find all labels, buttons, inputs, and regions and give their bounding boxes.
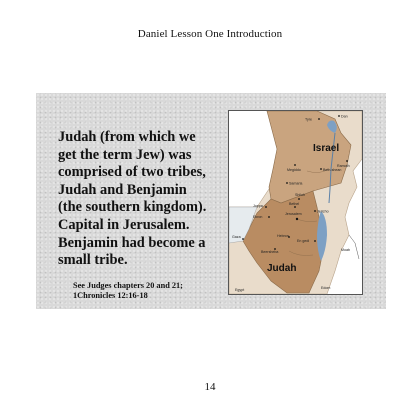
city-marker-bethel (294, 206, 296, 208)
city-marker-beth-shean (320, 168, 322, 170)
city-marker-megiddo (294, 164, 296, 166)
city-marker-samaria (286, 182, 288, 184)
map-figure (229, 111, 362, 294)
place-label-tyre: Tyre (305, 117, 312, 122)
place-label-jerusalem: Jerusalem (285, 212, 302, 216)
place-label-hebron: Hebron (277, 234, 289, 238)
place-label-gaza: Gaza (232, 235, 241, 239)
city-marker-en-gedi (314, 240, 316, 242)
page-number: 14 (204, 381, 216, 393)
map-label-judah: Judah (267, 263, 297, 274)
city-marker-joppa (265, 206, 267, 208)
place-label-ekron: Ekron (253, 215, 263, 219)
city-marker-ramoth (346, 160, 348, 162)
place-label-jericho: Jericho (317, 209, 329, 214)
page-header-title: Daniel Lesson One Introduction (137, 28, 283, 40)
map-label-israel: Israel (313, 143, 340, 154)
place-label-megiddo: Megiddo (287, 168, 301, 172)
place-label-joppa: Joppa (253, 204, 263, 208)
city-marker-jerusalem (296, 218, 298, 220)
place-label-beth-shean: Beth-shean (323, 168, 342, 172)
city-marker-ekron (268, 216, 270, 218)
place-label-ramoth: Ramoth (337, 164, 350, 168)
map-of-israel-and-judah (228, 110, 363, 295)
city-marker-gaza (242, 238, 244, 240)
slide-reference-text: See Judges chapters 20 and 21; 1Chronicles 12:16-18 (73, 281, 183, 300)
place-label-shiloh: Shiloh (295, 193, 305, 197)
place-label-moab: Moab (341, 248, 350, 252)
place-label-beersheba: Beersheba (261, 250, 279, 254)
place-label-dan: Dan (341, 114, 348, 119)
city-marker-jericho (314, 210, 316, 212)
city-marker-tyre (318, 118, 320, 120)
city-marker-shiloh (298, 198, 300, 200)
place-label-bethel: Bethel (289, 202, 300, 206)
place-label-samaria: Samaria (289, 181, 303, 186)
place-label-en-gedi: En gedi (297, 239, 310, 243)
place-label-egypt: Egypt (235, 288, 245, 292)
place-label-edom: Edom (321, 286, 331, 290)
city-marker-dan (338, 115, 340, 117)
slide-body-text: Judah (from which we get the term Jew) was comprised of two tribes, Judah and Benjamin (the southern kingdom). Capital in Jerusalem. Benjamin had become a small tribe. (58, 129, 207, 269)
